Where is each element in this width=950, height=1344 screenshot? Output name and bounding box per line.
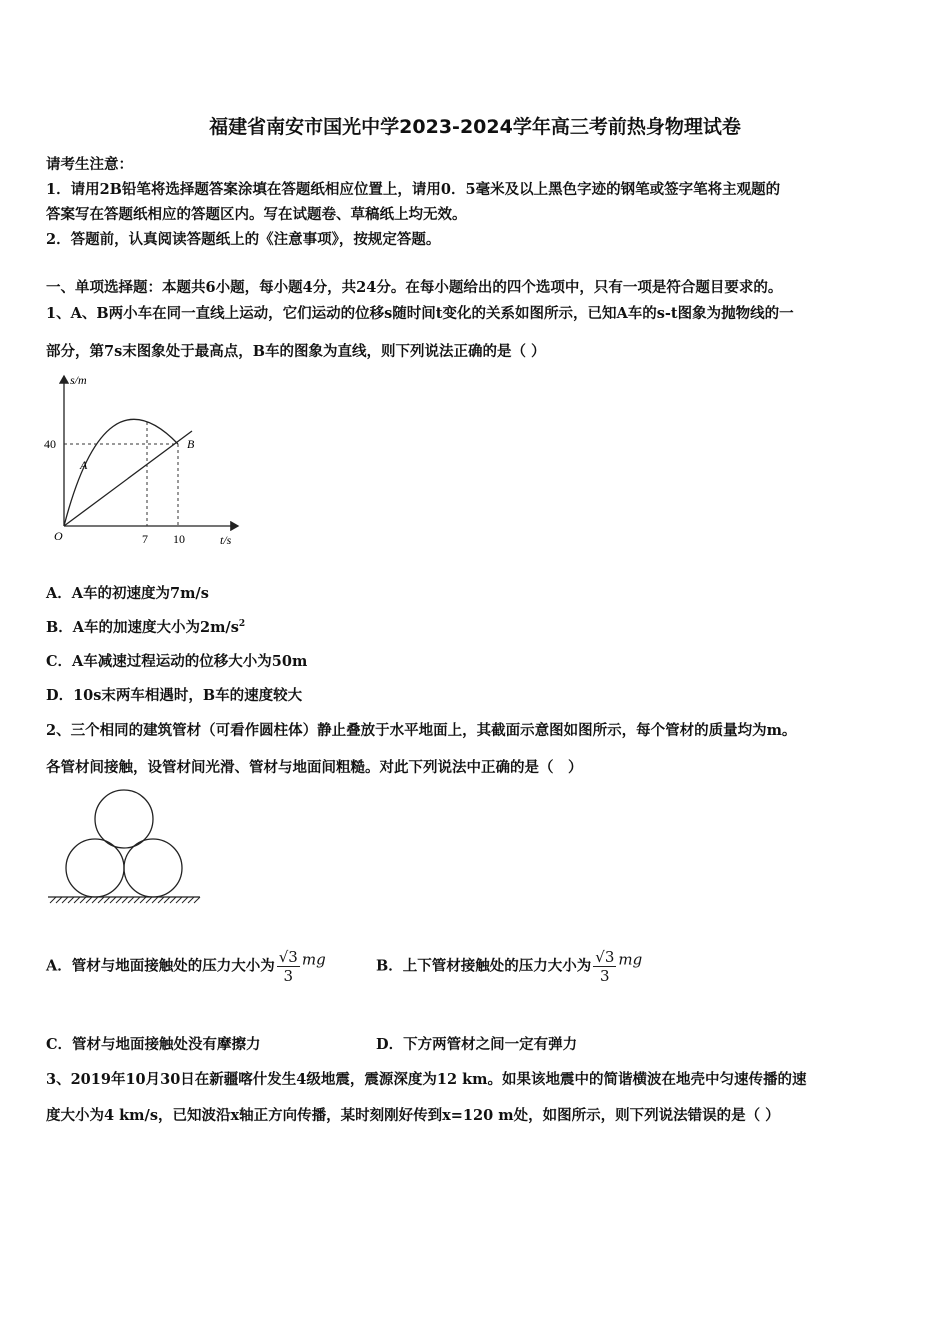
q1-option-b-sup: 2 [238, 619, 246, 630]
x-tick-10: 10 [173, 532, 185, 546]
question-2-line-2: 各管材间接触，设管材间光滑、管材与地面间粗糙。对此下列说法中正确的是（ ） [46, 759, 583, 776]
line-b [64, 431, 192, 526]
notice-line-1: 1．请用2B铅笔将选择题答案涂填在答题纸相应位置上，请用0．5毫米及以上黑色字迹的钢笔或签字笔将主观题的 [46, 181, 781, 198]
q2-option-a-fraction [277, 948, 300, 985]
question-1-line-2: 部分，第7s末图象处于最高点，B车的图象为直线，则下列说法正确的是（ ） [46, 343, 546, 360]
q2-option-b-text: B．上下管材接触处的压力大小为 [376, 957, 592, 975]
x-axis-label: t/s [220, 533, 232, 547]
q2-option-d[interactable]: D．下方两管材之间一定有弹力 [376, 1036, 578, 1053]
q2-option-b-fraction [593, 948, 616, 985]
notice-line-3: 2．答题前，认真阅读答题纸上的《注意事项》，按规定答题。 [46, 231, 441, 248]
q1-option-b-text: B．A车的加速度大小为2m/s [46, 619, 239, 636]
y-tick-40: 40 [44, 437, 56, 451]
pipe-left [66, 839, 124, 897]
x-tick-7: 7 [142, 532, 148, 546]
frac-den-b: 3 [600, 967, 610, 985]
question-2-line-1: 2、三个相同的建筑管材（可看作圆柱体）静止叠放于水平地面上，其截面示意图如图所示，每个管材的质量均为m。 [46, 722, 797, 739]
pipe-top [95, 790, 153, 848]
notice-line-2: 答案写在答题纸相应的答题区内。写在试题卷、草稿纸上均无效。 [46, 206, 467, 223]
frac-num-b: √3 [595, 948, 615, 966]
page-title: 福建省南安市国光中学2023-2024学年高三考前热身物理试卷 [209, 116, 741, 138]
ground-hatch [50, 897, 200, 903]
frac-mg-b: mg [618, 950, 643, 969]
q1-option-c[interactable]: C．A车减速过程运动的位移大小为50m [46, 653, 308, 670]
pipes-figure [44, 786, 204, 906]
q2-option-a-text: A．管材与地面接触处的压力大小为 [46, 957, 275, 975]
notice-heading: 请考生注意： [46, 156, 133, 173]
origin-label: O [54, 529, 63, 543]
q2-option-c[interactable]: C．管材与地面接触处没有摩擦力 [46, 1036, 261, 1053]
q2-option-b[interactable] [376, 948, 642, 985]
question-3-line-1: 3、2019年10月30日在新疆喀什发生4级地震，震源深度为12 km。如果该地震中的简谐横波在地壳中匀速传播的速 [46, 1071, 807, 1088]
st-graph [40, 368, 250, 553]
line-b-label: B [187, 437, 195, 451]
section-heading: 一、单项选择题：本题共6小题，每小题4分，共24分。在每小题给出的四个选项中，只有一项是符合题目要求的。 [46, 279, 783, 296]
frac-num: √3 [278, 948, 298, 966]
q1-option-b[interactable] [46, 616, 245, 637]
y-axis-label: s/m [70, 373, 87, 387]
question-1-line-1: 1、A、B两小车在同一直线上运动，它们运动的位移s随时间t变化的关系如图所示，已知A车的s-t图象为抛物线的一 [46, 305, 794, 322]
question-3-line-2: 度大小为4 km/s，已知波沿x轴正方向传播，某时刻刚好传到x=120 m处，如图所示，则下列说法错误的是（ ） [46, 1107, 780, 1124]
q1-option-a[interactable]: A．A车的初速度为7m/s [46, 585, 209, 602]
frac-den: 3 [283, 967, 294, 985]
q1-option-d[interactable]: D．10s末两车相遇时，B车的速度较大 [46, 687, 303, 704]
q2-option-a[interactable] [46, 948, 326, 985]
curve-a [64, 419, 178, 526]
curve-a-label: A [80, 458, 88, 472]
pipe-right [124, 839, 182, 897]
frac-mg: mg [301, 950, 326, 969]
